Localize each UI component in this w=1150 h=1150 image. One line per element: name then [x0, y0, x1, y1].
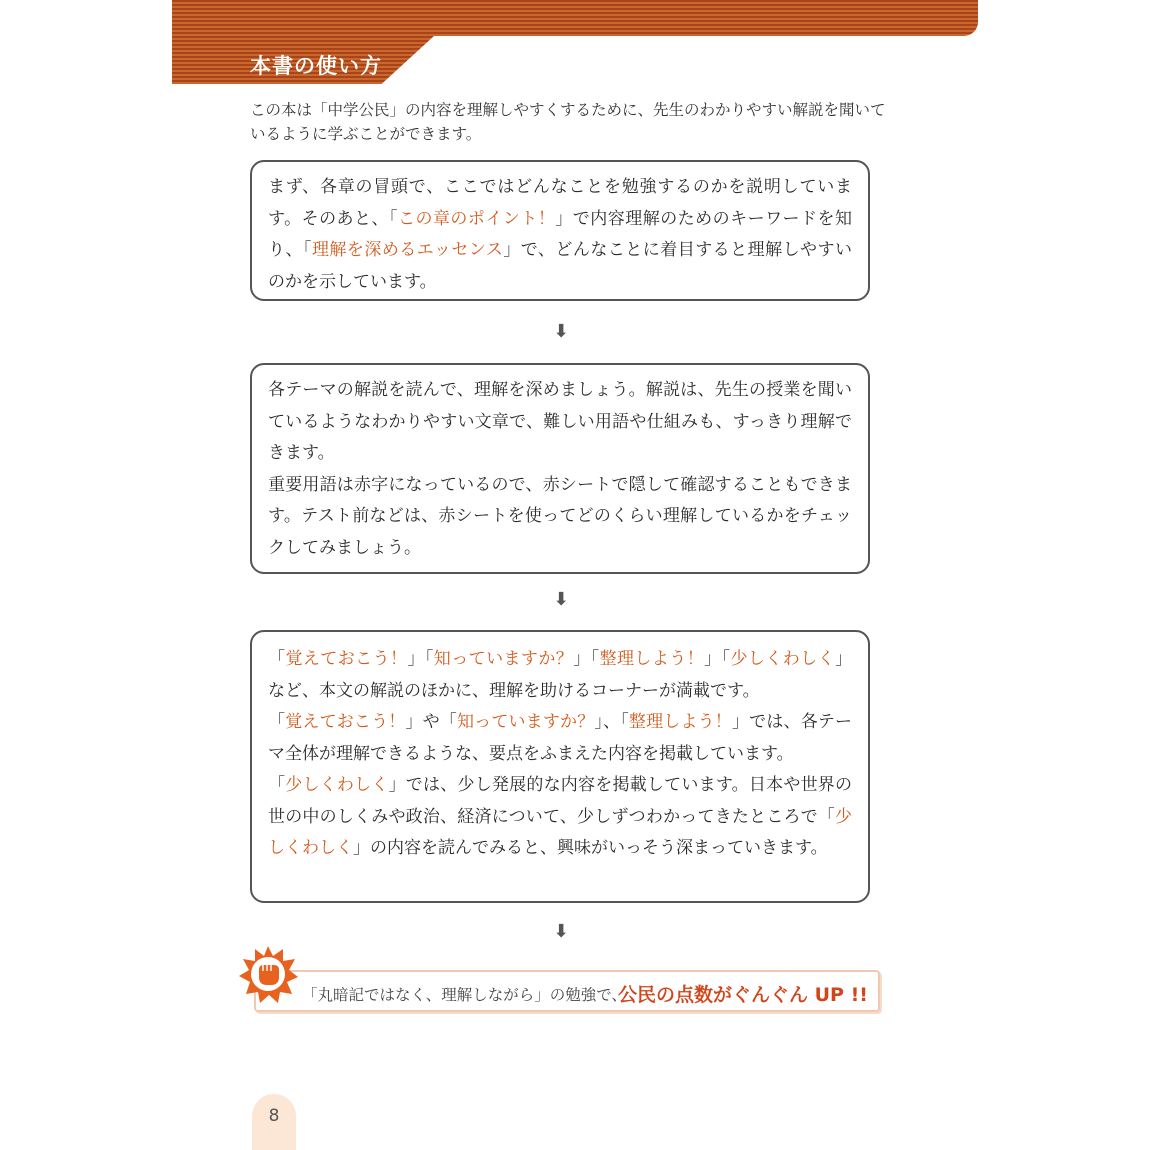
text-segment: 」「 [704, 649, 731, 669]
callout-emphasis: 公民の点数がぐんぐん UP !! [618, 984, 868, 1006]
text-segment: 」や「 [405, 712, 457, 732]
highlight-term: 少しくわしく [730, 649, 836, 669]
text-segment: 」「 [407, 649, 434, 669]
text-segment: 」の内容を読んでみると、興味がいっそう深まっていきます。 [353, 838, 828, 858]
highlight-term: 少しくわしく [268, 806, 852, 858]
down-arrow-icon: ⬇ [553, 589, 569, 610]
step-1-text [268, 172, 852, 298]
text-segment: 」では、少し発展的な内容を掲載しています。日本や世界の世の中のしくみや政治、経済について、少しずつわかってきたところで「 [268, 775, 853, 827]
step-box-1 [250, 160, 870, 301]
fist-burst-icon [238, 944, 298, 1004]
highlight-term: 覚えておこう！ [285, 649, 408, 669]
highlight-term: 知っていますか？ [433, 649, 574, 669]
step-2-paragraph-2: 重要用語は赤字になっているので、赤シートで隠して確認することもできます。テスト前などは、赤シートを使ってどのくらい理解しているかをチェックしてみましょう。 [268, 474, 852, 558]
step-3-paragraph-1 [268, 644, 852, 707]
page-number: 8 [268, 1106, 280, 1126]
text-segment: 「 [268, 712, 286, 732]
text-segment: 」では、各テーマ全体が理解できるような、要点をふまえた内容を掲載しています。 [268, 712, 853, 764]
text-segment: 」、「 [594, 712, 629, 732]
text-segment: 「 [268, 775, 286, 795]
step-3-paragraph-2 [268, 707, 852, 770]
intro-text: この本は「中学公民」の内容を理解しやすくするために、先生のわかりやすい解説を聞いているように学ぶことができます。 [250, 101, 886, 143]
text-segment: まず、各章の冒頭で、ここではどんなことを勉強するのかを説明しています。そのあと、「 [268, 177, 852, 229]
callout-text: 「丸暗記ではなく、理解しながら」の勉強で、 [302, 986, 627, 1004]
down-arrow-icon: ⬇ [553, 321, 569, 342]
highlight-term: 覚えておこう！ [285, 712, 406, 732]
down-arrow-icon: ⬇ [553, 921, 569, 942]
header-band [172, 0, 978, 36]
text-segment: 」で内容理解のためのキーワードを知り、「 [268, 208, 853, 260]
highlight-term: 少しくわしく [285, 775, 389, 795]
text-segment: 」「 [573, 649, 600, 669]
highlight-term: この章のポイント！ [397, 208, 556, 229]
text-segment: 「 [268, 649, 286, 669]
highlight-term: 整理しよう！ [599, 649, 705, 669]
step-3-paragraph-3 [268, 770, 852, 865]
step-box-2 [250, 363, 870, 574]
step-box-3 [250, 630, 870, 903]
highlight-term: 理解を深めるエッセンス [311, 240, 504, 260]
highlight-term: 知っていますか？ [456, 712, 595, 732]
highlight-term: 整理しよう！ [628, 712, 732, 732]
page-title: 本書の使い方 [250, 54, 382, 78]
text-segment: 」など、本文の解説のほかに、理解を助けるコーナーが満載です。 [268, 649, 853, 701]
step-2-paragraph-1: 各テーマの解説を読んで、理解を深めましょう。解説は、先生の授業を聞いているようなわかりやすい文章で、難しい用語や仕組みも、すっきり理解できます。 [268, 380, 852, 463]
text-segment: 」で、どんなことに着目すると理解しやすいのかを示しています。 [268, 240, 852, 292]
